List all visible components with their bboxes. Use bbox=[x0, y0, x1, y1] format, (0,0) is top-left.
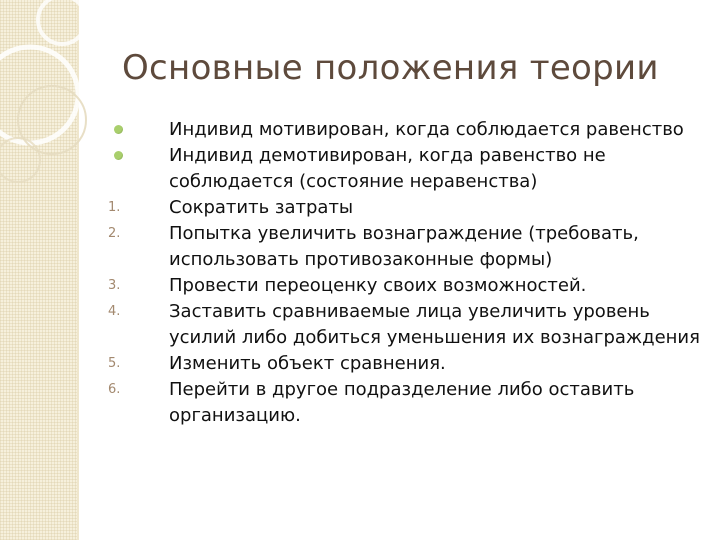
list-item bbox=[108, 195, 708, 221]
list-item bbox=[108, 299, 708, 351]
bullet-dot-icon bbox=[114, 125, 123, 134]
list-number: 6. bbox=[108, 382, 121, 397]
list-item bbox=[108, 117, 708, 143]
list-item-text: Индивид демотивирован, когда равенство не соблюдается (состояние неравенства) bbox=[169, 145, 606, 192]
list-item-text: Изменить объект сравнения. bbox=[169, 353, 446, 374]
list-item-text: Заставить сравниваемые лица увеличить уровень усилий либо добиться уменьшения их вознаграждения bbox=[169, 301, 700, 348]
list-item-text: Перейти в другое подразделение либо оставить организацию. bbox=[169, 379, 635, 426]
list-item bbox=[108, 273, 708, 299]
list-item-text: Индивид мотивирован, когда соблюдается равенство bbox=[169, 119, 684, 140]
list-item-text: Сократить затраты bbox=[169, 197, 354, 218]
list-item-text: Попытка увеличить вознаграждение (требовать, использовать противозаконные формы) bbox=[169, 223, 639, 270]
bullet-icon bbox=[108, 143, 148, 170]
list-number: 1. bbox=[108, 200, 121, 215]
bullet-icon bbox=[108, 117, 148, 144]
content-list bbox=[108, 117, 708, 429]
bullet-dot-icon bbox=[114, 151, 123, 160]
list-item-text: Провести переоценку своих возможностей. bbox=[169, 275, 587, 296]
list-item bbox=[108, 377, 708, 429]
list-item bbox=[108, 351, 708, 377]
slide-title: Основные положения теории bbox=[122, 48, 659, 88]
list-number: 4. bbox=[108, 304, 121, 319]
list-number: 2. bbox=[108, 226, 121, 241]
list-number: 5. bbox=[108, 356, 121, 371]
list-number: 3. bbox=[108, 278, 121, 293]
list-item bbox=[108, 221, 708, 273]
list-item bbox=[108, 143, 708, 195]
